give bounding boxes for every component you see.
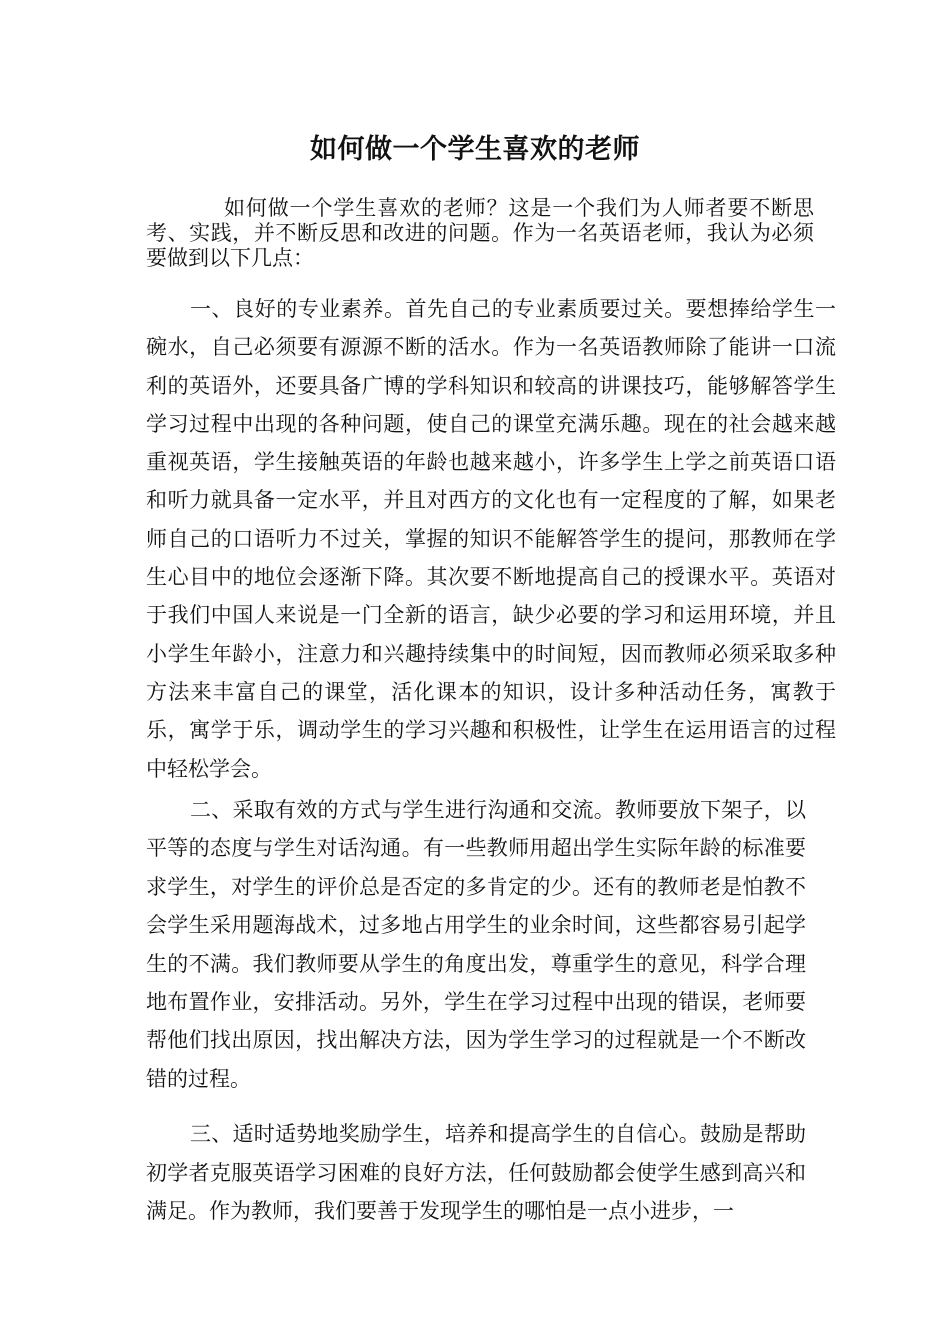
intro-paragraph: 如何做一个学生喜欢的老师？这是一个我们为人师者要不断思考、实践，并不断反思和改进的问题。作为一名英语老师，我认为必须要做到以下几点： [146,196,814,270]
document-title: 如何做一个学生喜欢的老师 [310,134,640,165]
paragraph-communication: 二、采取有效的方式与学生进行沟通和交流。教师要放下架子，以平等的态度与学生对话沟通。有一些教师用超出学生实际年龄的标准要求学生，对学生的评价总是否定的多肯定的少。还有的教师老是怕教不会学生采用题海战术，过多地占用学生的业余时间，这些都容易引起学生的不满。我们教师要从学生的角度出发，尊重学生的意见，科学合理地布置作业，安排活动。另外，学生在学习过程中出现的错误，老师要帮他们找出原因，找出解决方法，因为学生学习的过程就是一个不断改错的过程。 [146,798,806,1091]
paragraph-professional-quality: 一、良好的专业素养。首先自己的专业素质要过关。要想捧给学生一碗水，自己必须要有源源不断的活水。作为一名英语教师除了能讲一口流利的英语外，还要具备广博的学科知识和较高的讲课技巧，能够解答学生学习过程中出现的各种问题，使自己的课堂充满乐趣。现在的社会越来越重视英语，学生接触英语的年龄也越来越小，许多学生上学之前英语口语和听力就具备一定水平，并且对西方的文化也有一定程度的了解，如果老师自己的口语听力不过关，掌握的知识不能解答学生的提问，那教师在学生心目中的地位会逐渐下降。其次要不断地提高自己的授课水平。英语对于我们中国人来说是一门全新的语言，缺少必要的学习和运用环境，并且小学生年龄小，注意力和兴趣持续集中的时间短，因而教师必须采取多种方法来丰富自己的课堂，活化课本的知识，设计多种活动任务，寓教于乐，寓学于乐，调动学生的学习兴趣和积极性，让学生在运用语言的过程中轻松学会。 [146,297,836,781]
paragraph-encouragement: 三、适时适势地奖励学生，培养和提高学生的自信心。鼓励是帮助初学者克服英语学习困难的良好方法，任何鼓励都会使学生感到高兴和满足。作为教师，我们要善于发现学生的哪怕是一点小进步，一 [146,1122,806,1223]
